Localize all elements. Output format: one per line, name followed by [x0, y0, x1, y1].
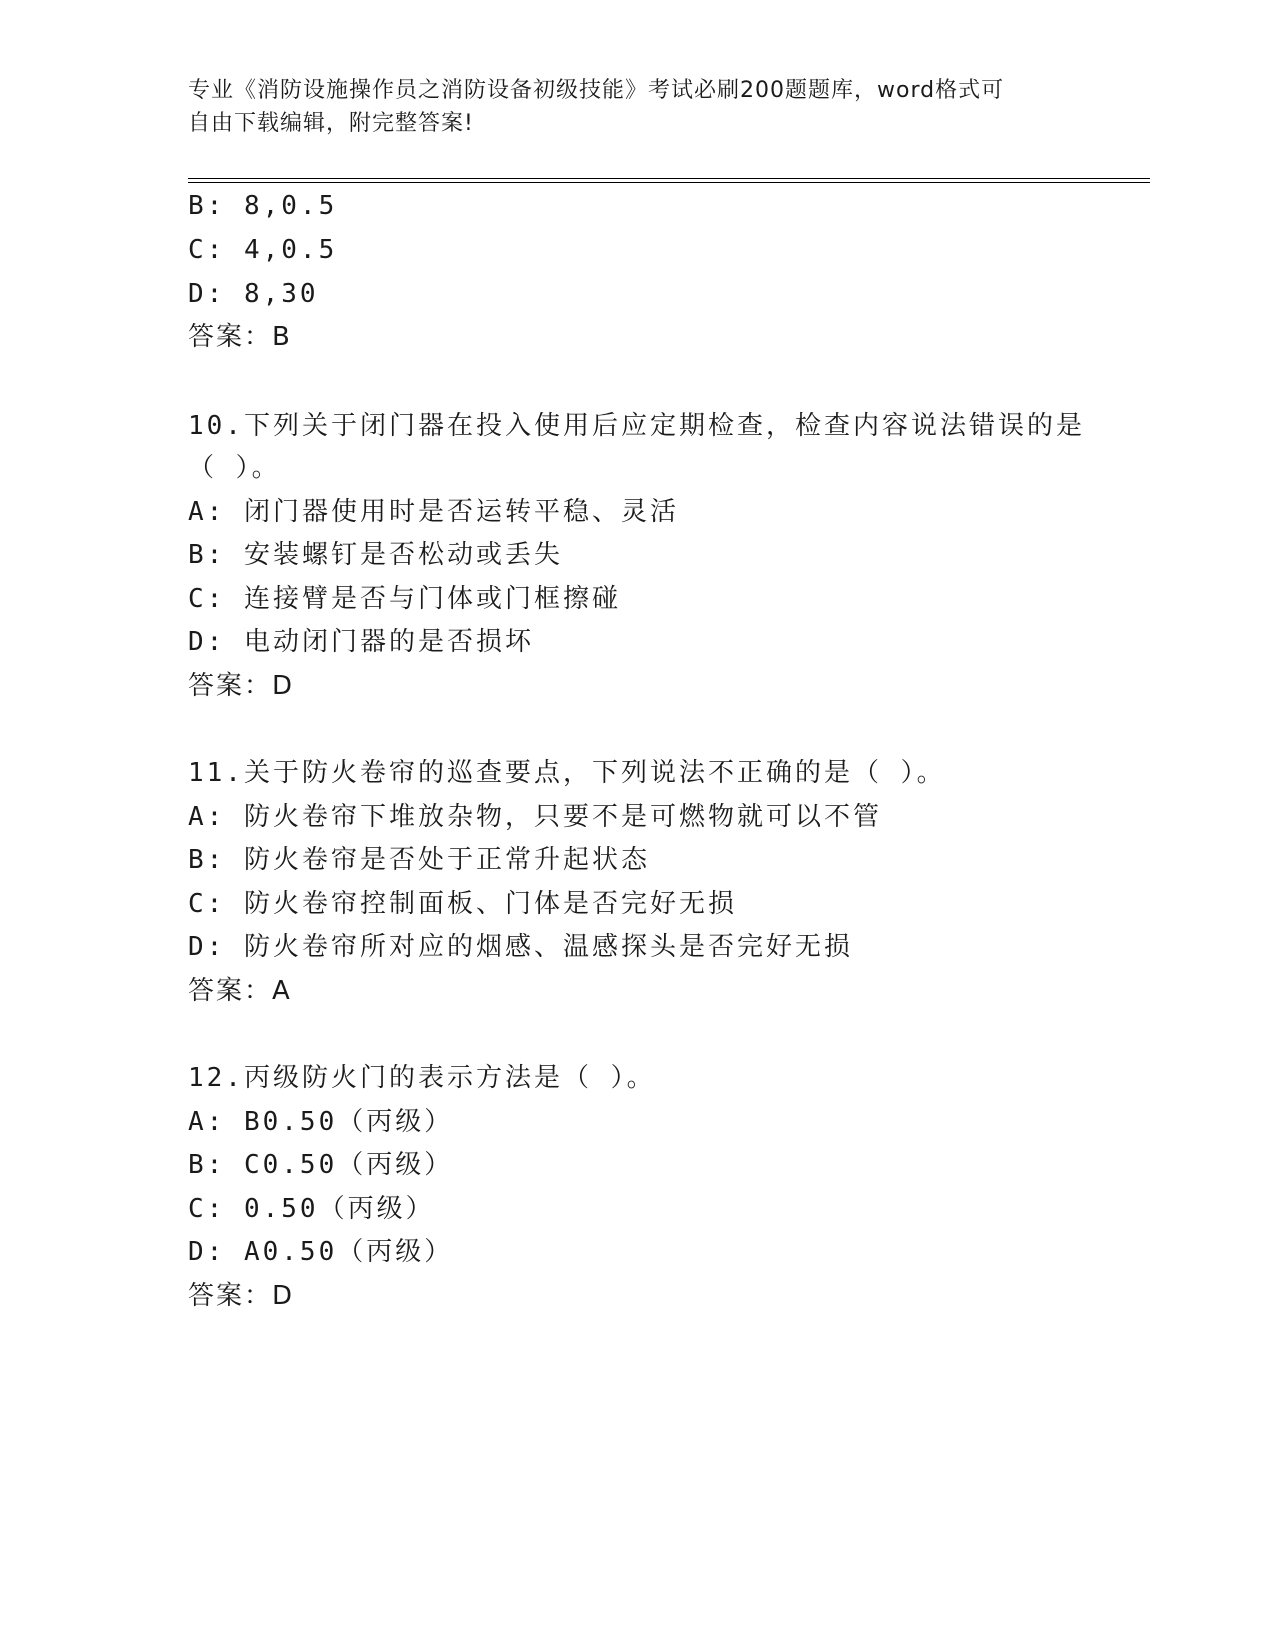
q10-stem-line-1: 10.下列关于闭门器在投入使用后应定期检查，检查内容说法错误的是 [188, 411, 1085, 441]
q9-option-c: C: 4,0.5 [188, 235, 338, 265]
q11-option-b: B: 防火卷帘是否处于正常升起状态 [188, 845, 650, 875]
q9-option-b: B: 8,0.5 [188, 191, 338, 221]
q11-option-a: A: 防火卷帘下堆放杂物，只要不是可燃物就可以不管 [188, 802, 882, 832]
q10-option-d: D: 电动闭门器的是否损坏 [188, 627, 534, 657]
q9-option-d: D: 8,30 [188, 279, 319, 309]
q11-option-c: C: 防火卷帘控制面板、门体是否完好无损 [188, 889, 737, 919]
q10-option-c: C: 连接臂是否与门体或门框擦碰 [188, 584, 621, 614]
document-header [188, 74, 1068, 140]
header-divider-bottom [188, 182, 1150, 183]
q10-option-b: B: 安装螺钉是否松动或丢失 [188, 540, 563, 570]
q11-stem: 11.关于防火卷帘的巡查要点，下列说法不正确的是（ ）。 [188, 758, 946, 788]
header-title-line-1: 专业《消防设施操作员之消防设备初级技能》考试必刷200题题库，word格式可 [188, 78, 1005, 103]
header-title-line-2: 自由下载编辑，附完整答案! [188, 111, 474, 136]
q12-option-b: B: C0.50（丙级） [188, 1150, 454, 1180]
q10-answer: 答案：D [188, 671, 295, 701]
q12-answer: 答案：D [188, 1281, 295, 1311]
q11-answer: 答案：A [188, 976, 292, 1006]
header-divider-top [188, 178, 1150, 179]
q10-stem-line-2: （ ）。 [188, 453, 281, 483]
q12-stem: 12.丙级防火门的表示方法是（ ）。 [188, 1063, 656, 1093]
q12-option-a: A: B0.50（丙级） [188, 1107, 454, 1137]
q11-option-d: D: 防火卷帘所对应的烟感、温感探头是否完好无损 [188, 932, 853, 962]
q9-answer: 答案：B [188, 322, 292, 352]
q12-option-d: D: A0.50（丙级） [188, 1237, 454, 1267]
q10-option-a: A: 闭门器使用时是否运转平稳、灵活 [188, 497, 679, 527]
q12-option-c: C: 0.50（丙级） [188, 1194, 435, 1224]
